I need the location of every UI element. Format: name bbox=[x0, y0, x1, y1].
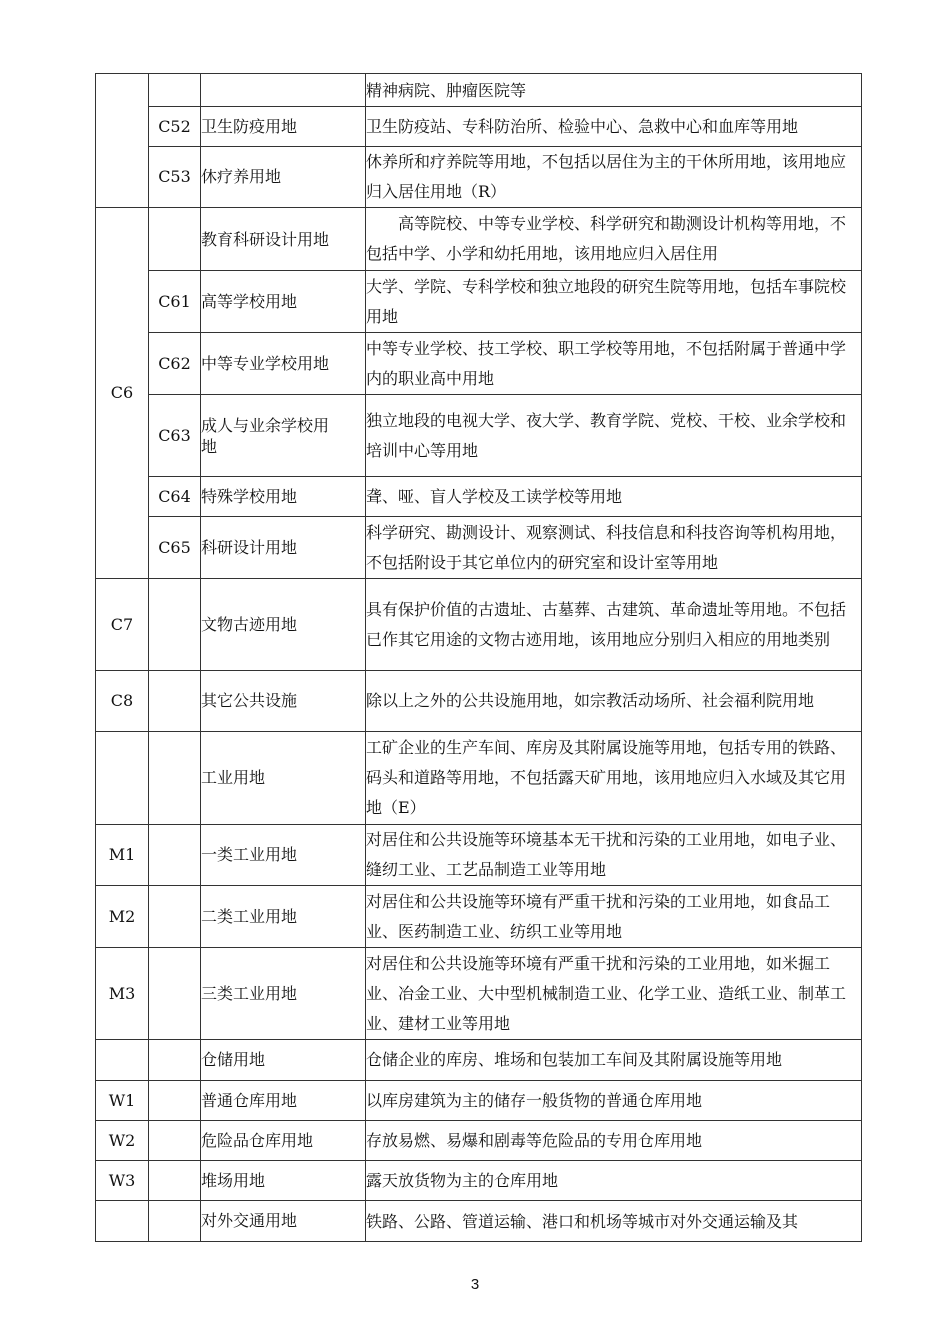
sub-class-code: C63 bbox=[149, 395, 201, 477]
land-use-description: 对居住和公共设施等环境有严重干扰和污染的工业用地，如米掘工业、冶金工业、大中型机械制造工业、化学工业、造纸工业、制革工业、建材工业等用地 bbox=[366, 948, 862, 1040]
land-use-name: 教育科研设计用地 bbox=[201, 208, 366, 271]
table-row bbox=[96, 825, 862, 886]
major-class-code: W2 bbox=[96, 1121, 149, 1161]
table-row bbox=[96, 671, 862, 732]
sub-class-code: C62 bbox=[149, 333, 201, 395]
sub-class-code bbox=[149, 732, 201, 825]
land-use-name: 一类工业用地 bbox=[201, 825, 366, 886]
land-use-name: 特殊学校用地 bbox=[201, 477, 366, 517]
sub-class-code bbox=[149, 825, 201, 886]
table-row bbox=[96, 1121, 862, 1161]
land-use-description: 聋、哑、盲人学校及工读学校等用地 bbox=[366, 477, 862, 517]
land-use-description: 工矿企业的生产车间、库房及其附属设施等用地，包括专用的铁路、码头和道路等用地，不包括露天矿用地，该用地应归入水域及其它用地（E） bbox=[366, 732, 862, 825]
land-use-description: 大学、学院、专科学校和独立地段的研究生院等用地，包括车事院校用地 bbox=[366, 271, 862, 333]
sub-class-code bbox=[149, 1081, 201, 1121]
sub-class-code: C61 bbox=[149, 271, 201, 333]
sub-class-code bbox=[149, 1040, 201, 1081]
major-class-code: M1 bbox=[96, 825, 149, 886]
major-class-code: M2 bbox=[96, 886, 149, 948]
land-use-description: 仓储企业的库房、堆场和包装加工车间及其附属设施等用地 bbox=[366, 1040, 862, 1081]
land-use-name: 科研设计用地 bbox=[201, 517, 366, 579]
table-row bbox=[96, 579, 862, 671]
land-use-name bbox=[201, 74, 366, 107]
table-row bbox=[96, 107, 862, 147]
land-use-description: 存放易燃、易爆和剧毒等危险品的专用仓库用地 bbox=[366, 1121, 862, 1161]
sub-class-code bbox=[149, 948, 201, 1040]
table-row bbox=[96, 1081, 862, 1121]
sub-class-code bbox=[149, 1161, 201, 1201]
land-use-description: 以库房建筑为主的储存一般货物的普通仓库用地 bbox=[366, 1081, 862, 1121]
land-use-name: 休疗养用地 bbox=[201, 147, 366, 208]
table-row bbox=[96, 886, 862, 948]
land-use-name: 卫生防疫用地 bbox=[201, 107, 366, 147]
major-class-code bbox=[96, 74, 149, 208]
sub-class-code bbox=[149, 1201, 201, 1242]
sub-class-code bbox=[149, 671, 201, 732]
major-class-code bbox=[96, 1040, 149, 1081]
major-class-code: M3 bbox=[96, 948, 149, 1040]
sub-class-code: C53 bbox=[149, 147, 201, 208]
sub-class-code bbox=[149, 74, 201, 107]
table-row bbox=[96, 517, 862, 579]
land-use-classification-table bbox=[95, 73, 862, 1242]
major-class-code bbox=[96, 732, 149, 825]
land-use-name: 危险品仓库用地 bbox=[201, 1121, 366, 1161]
land-use-name: 堆场用地 bbox=[201, 1161, 366, 1201]
land-use-name: 其它公共设施 bbox=[201, 671, 366, 732]
land-use-description: 铁路、公路、管道运输、港口和机场等城市对外交通运输及其 bbox=[366, 1201, 862, 1242]
sub-class-code bbox=[149, 208, 201, 271]
land-use-description: 高等院校、中等专业学校、科学研究和勘测设计机构等用地，不包括中学、小学和幼托用地，该用地应归入居住用 bbox=[366, 208, 862, 271]
land-use-name: 普通仓库用地 bbox=[201, 1081, 366, 1121]
land-use-description: 露天放货物为主的仓库用地 bbox=[366, 1161, 862, 1201]
land-use-name: 仓储用地 bbox=[201, 1040, 366, 1081]
page-number: 3 bbox=[470, 1276, 480, 1293]
land-use-name: 成人与业余学校用 地 bbox=[201, 395, 366, 477]
table-row bbox=[96, 948, 862, 1040]
land-use-name: 高等学校用地 bbox=[201, 271, 366, 333]
land-use-description: 卫生防疫站、专科防治所、检验中心、急救中心和血库等用地 bbox=[366, 107, 862, 147]
table-row bbox=[96, 395, 862, 477]
land-use-description: 除以上之外的公共设施用地，如宗教活动场所、社会福利院用地 bbox=[366, 671, 862, 732]
table-row bbox=[96, 1201, 862, 1242]
table-row bbox=[96, 1040, 862, 1081]
land-use-description: 独立地段的电视大学、夜大学、教育学院、党校、干校、业余学校和培训中心等用地 bbox=[366, 395, 862, 477]
sub-class-code: C64 bbox=[149, 477, 201, 517]
table-row bbox=[96, 147, 862, 208]
sub-class-code: C52 bbox=[149, 107, 201, 147]
land-use-name: 二类工业用地 bbox=[201, 886, 366, 948]
land-use-description: 精神病院、肿瘤医院等 bbox=[366, 74, 862, 107]
table-row bbox=[96, 732, 862, 825]
major-class-code: C7 bbox=[96, 579, 149, 671]
table-row bbox=[96, 208, 862, 271]
table-row bbox=[96, 74, 862, 107]
major-class-code: C8 bbox=[96, 671, 149, 732]
major-class-code bbox=[96, 1201, 149, 1242]
table-row bbox=[96, 333, 862, 395]
table-row bbox=[96, 477, 862, 517]
sub-class-code bbox=[149, 1121, 201, 1161]
land-use-name: 工业用地 bbox=[201, 732, 366, 825]
sub-class-code bbox=[149, 579, 201, 671]
land-use-name: 文物古迹用地 bbox=[201, 579, 366, 671]
land-use-description: 中等专业学校、技工学校、职工学校等用地，不包括附属于普通中学内的职业高中用地 bbox=[366, 333, 862, 395]
land-use-name: 中等专业学校用地 bbox=[201, 333, 366, 395]
major-class-code: C6 bbox=[96, 208, 149, 579]
land-use-description: 科学研究、勘测设计、观察测试、科技信息和科技咨询等机构用地，不包括附设于其它单位内的研究室和设计室等用地 bbox=[366, 517, 862, 579]
land-use-name: 三类工业用地 bbox=[201, 948, 366, 1040]
land-use-name: 对外交通用地 bbox=[201, 1201, 366, 1242]
major-class-code: W3 bbox=[96, 1161, 149, 1201]
sub-class-code: C65 bbox=[149, 517, 201, 579]
land-use-description: 休养所和疗养院等用地，不包括以居住为主的干休所用地，该用地应归入居住用地（R） bbox=[366, 147, 862, 208]
land-use-description: 对居住和公共设施等环境基本无干扰和污染的工业用地，如电子业、缝纫工业、工艺品制造工业等用地 bbox=[366, 825, 862, 886]
sub-class-code bbox=[149, 886, 201, 948]
land-use-description: 具有保护价值的古遗址、古墓葬、古建筑、革命遗址等用地。不包括已作其它用途的文物古迹用地，该用地应分别归入相应的用地类别 bbox=[366, 579, 862, 671]
land-use-description: 对居住和公共设施等环境有严重干扰和污染的工业用地，如食品工业、医药制造工业、纺织工业等用地 bbox=[366, 886, 862, 948]
table-row bbox=[96, 1161, 862, 1201]
table-row bbox=[96, 271, 862, 333]
major-class-code: W1 bbox=[96, 1081, 149, 1121]
